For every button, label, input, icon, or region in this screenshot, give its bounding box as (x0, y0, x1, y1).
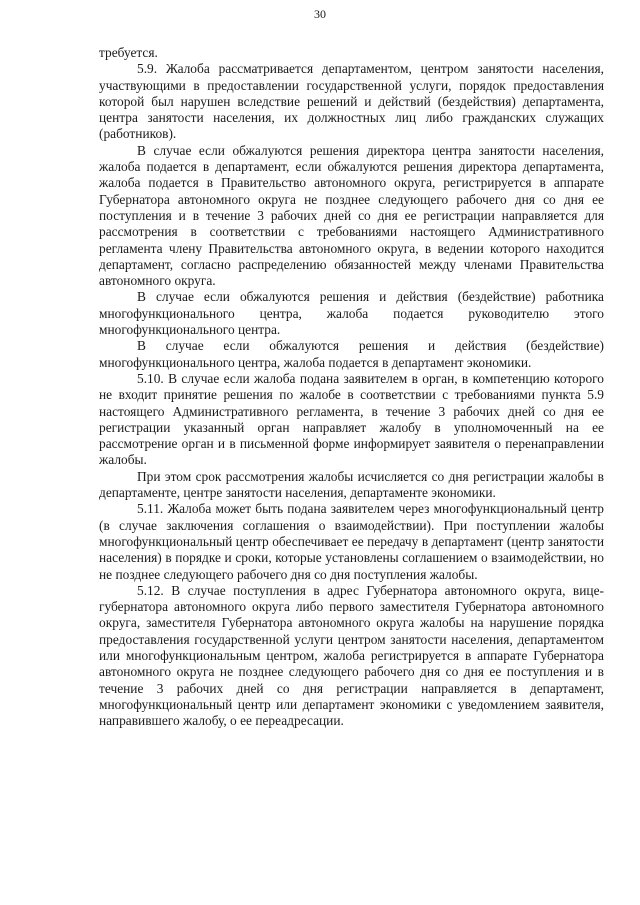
paragraph: В случае если обжалуются решения директора центра занятости населения, жалоба подается в департамент, если обжалуются решения директора департамента, жалоба подается в Правительство автономного округа, регистрируется в аппарате Губернатора автономного округа не позднее следующего рабочего дня со дня ее поступления и в течение 3 рабочих дней со дня ее регистрации направляется для рассмотрения в соответствии с требованиями настоящего Административного регламента члену Правительства автономного округа, в ведении которого находится департамент, согласно распределению обязанностей между членами Правительства автономного округа. (99, 142, 604, 289)
paragraph: При этом срок рассмотрения жалобы исчисляется со дня регистрации жалобы в департаменте, центре занятости населения, департаменте экономики. (99, 468, 604, 501)
paragraph: 5.12. В случае поступления в адрес Губернатора автономного округа, вице-губернатора автономного округа либо первого заместителя Губернатора автономного округа, заместителя Губернатора автономного округа жалобы на нарушение порядка предоставления государственной услуги центром занятости населения, департаментом или многофункциональным центром, жалоба регистрируется в аппарате Губернатора автономного округа не позднее следующего рабочего дня со дня ее поступления и в течение 3 рабочих дней со дня регистрации направляется в департамент, многофункциональный центр или департамент экономики с уведомлением заявителя, направившего жалобу, о ее переадресации. (99, 582, 604, 729)
paragraph: В случае если обжалуются решения и действия (бездействие) многофункционального центра, жалоба подается в департамент экономики. (99, 338, 604, 370)
paragraph: 5.11. Жалоба может быть подана заявителем через многофункциональный центр (в случае заключения соглашения о взаимодействии). При поступлении жалобы многофункциональный центр обеспечивает ее передачу в департамент (центр занятости населения) в порядке и сроки, которые установлены соглашением о взаимодействии, но не позднее следующего рабочего дня со дня поступления жалобы. (99, 501, 604, 582)
paragraph: 5.9. Жалоба рассматривается департаментом, центром занятости населения, участвующими в предоставлении государственной услуги, порядок предоставления которой был нарушен вследствие решений и действий (бездействия) департамента, центра занятости населения, их должностных лиц либо гражданских служащих (работников). (99, 61, 604, 142)
paragraph: 5.10. В случае если жалоба подана заявителем в орган, в компетенцию которого не входит принятие решения по жалобе в соответствии с требованиями пункта 5.9 настоящего Административного регламента, в течение 3 рабочих дней со дня ее регистрации указанный орган направляет жалобу в уполномоченный на ее рассмотрение орган и в письменной форме информирует заявителя о перенаправлении жалобы. (99, 370, 604, 468)
paragraph: В случае если обжалуются решения и действия (бездействие) работника многофункционального центра, жалоба подается руководителю этого многофункционального центра. (99, 289, 604, 338)
paragraph: требуется. (99, 45, 158, 60)
document-body (99, 45, 604, 729)
page-number: 30 (314, 7, 326, 21)
